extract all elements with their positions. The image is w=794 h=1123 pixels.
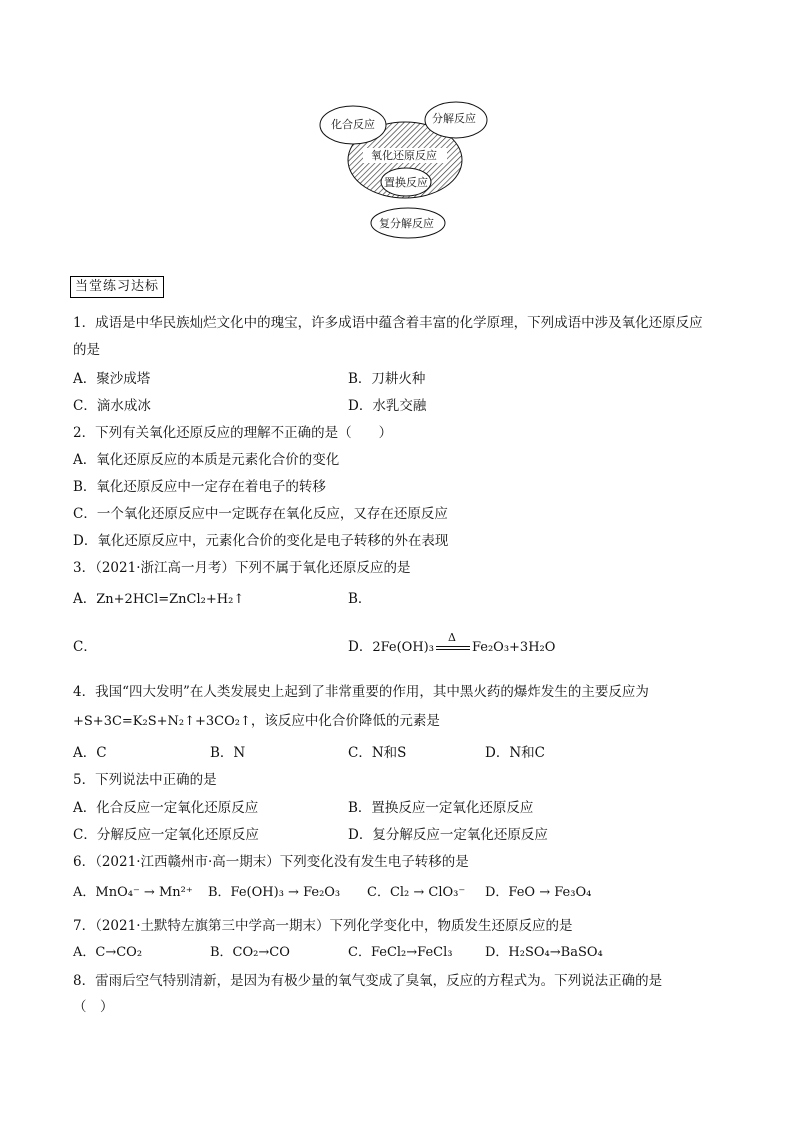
q8-stem-line1: 8．雷雨后空气特别清新，是因为有极少量的氧气变成了臭氧，反应的方程式为。下列说法正确的是 xyxy=(73,973,663,989)
label-displacement: 置换反应 xyxy=(384,176,428,189)
q1-stem-line1: 1．成语是中华民族灿烂文化中的瑰宝，许多成语中蕴含着丰富的化学原理，下列成语中涉及氧化还原反应 xyxy=(73,315,703,331)
q4-option-c: C．N和S xyxy=(348,745,407,761)
q2-option-d: D．氧化还原反应中，元素化合价的变化是电子转移的外在表现 xyxy=(73,533,449,549)
q3-option-c: C． xyxy=(73,639,97,655)
label-combination: 化合反应 xyxy=(331,118,375,131)
q6-option-d: D．FeO → Fe₃O₄ xyxy=(485,885,592,900)
q6-option-c: C．Cl₂ → ClO₃⁻ xyxy=(367,885,466,900)
q2-stem: 2．下列有关氧化还原反应的理解不正确的是（ ） xyxy=(73,425,393,441)
q6-stem: 6．（2021·江西赣州市·高一期末）下列变化没有发生电子转移的是 xyxy=(73,854,469,870)
q2-option-b: B．氧化还原反应中一定存在着电子的转移 xyxy=(73,479,326,495)
q5-option-c: C．分解反应一定氧化还原反应 xyxy=(73,827,259,843)
q4-equation: +S+3C=K₂S+N₂↑+3CO₂↑ xyxy=(73,714,251,729)
q1-option-b: B．刀耕火种 xyxy=(348,371,426,387)
q6-option-b: B．Fe(OH)₃ → Fe₂O₃ xyxy=(208,885,341,900)
q4-option-b: B．N xyxy=(210,745,246,761)
section-title: 当堂练习达标 xyxy=(70,276,164,298)
label-decomposition: 分解反应 xyxy=(432,112,476,125)
q3-option-b: B． xyxy=(348,591,372,607)
q1-option-a: A．聚沙成塔 xyxy=(73,371,151,387)
q7-option-d: D．H₂SO₄→BaSO₄ xyxy=(485,945,603,960)
q2-option-c: C．一个氧化还原反应中一定既存在氧化反应，又存在还原反应 xyxy=(73,506,448,522)
label-redox: 氧化还原反应 xyxy=(371,149,437,162)
label-double-decomposition: 复分解反应 xyxy=(379,217,434,230)
q7-stem: 7．（2021·土默特左旗第三中学高一期末）下列化学变化中，物质发生还原反应的是 xyxy=(73,918,573,934)
q4-option-d: D．N和C xyxy=(485,745,545,761)
q5-stem: 5．下列说法中正确的是 xyxy=(73,772,217,788)
q2-option-a: A．氧化还原反应的本质是元素化合价的变化 xyxy=(73,452,340,468)
q5-option-d: D．复分解反应一定氧化还原反应 xyxy=(348,827,548,843)
q1-option-c: C．滴水成冰 xyxy=(73,398,151,414)
q4-stem-line2: +S+3C=K₂S+N₂↑+3CO₂↑，该反应中化合价降低的元素是 xyxy=(73,713,440,729)
q3-option-d: D．2Fe(OH)₃ Δ Fe₂O₃+3H₂O xyxy=(348,630,556,655)
q5-option-b: B．置换反应一定氧化还原反应 xyxy=(348,800,534,816)
q5-option-a: A．化合反应一定氧化还原反应 xyxy=(73,800,259,816)
q1-stem-line2: 的是 xyxy=(73,342,100,358)
q7-option-c: C．FeCl₂→FeCl₃ xyxy=(348,945,453,960)
q4-option-a: A．C xyxy=(73,745,107,761)
reaction-type-diagram xyxy=(315,98,495,240)
q3-option-a: A．Zn+2HCl=ZnCl₂+H₂↑ xyxy=(73,591,245,607)
q7-option-b: B．CO₂→CO xyxy=(210,945,290,960)
q3-option-a-formula: Zn+2HCl=ZnCl₂+H₂↑ xyxy=(96,592,245,607)
q6-option-a: A．MnO₄⁻ → Mn²⁺ xyxy=(73,885,193,900)
heat-reaction-arrow: Δ xyxy=(436,641,470,655)
q8-stem-line2: （ ） xyxy=(73,999,114,1015)
q3-stem: 3．（2021·浙江高一月考）下列不属于氧化还原反应的是 xyxy=(73,560,411,576)
q4-stem-line1: 4．我国“四大发明”在人类发展史上起到了非常重要的作用，其中黑火药的爆炸发生的主要反应为 xyxy=(73,684,649,700)
q1-option-d: D．水乳交融 xyxy=(348,398,427,414)
q7-option-a: A．C→CO₂ xyxy=(73,945,143,960)
